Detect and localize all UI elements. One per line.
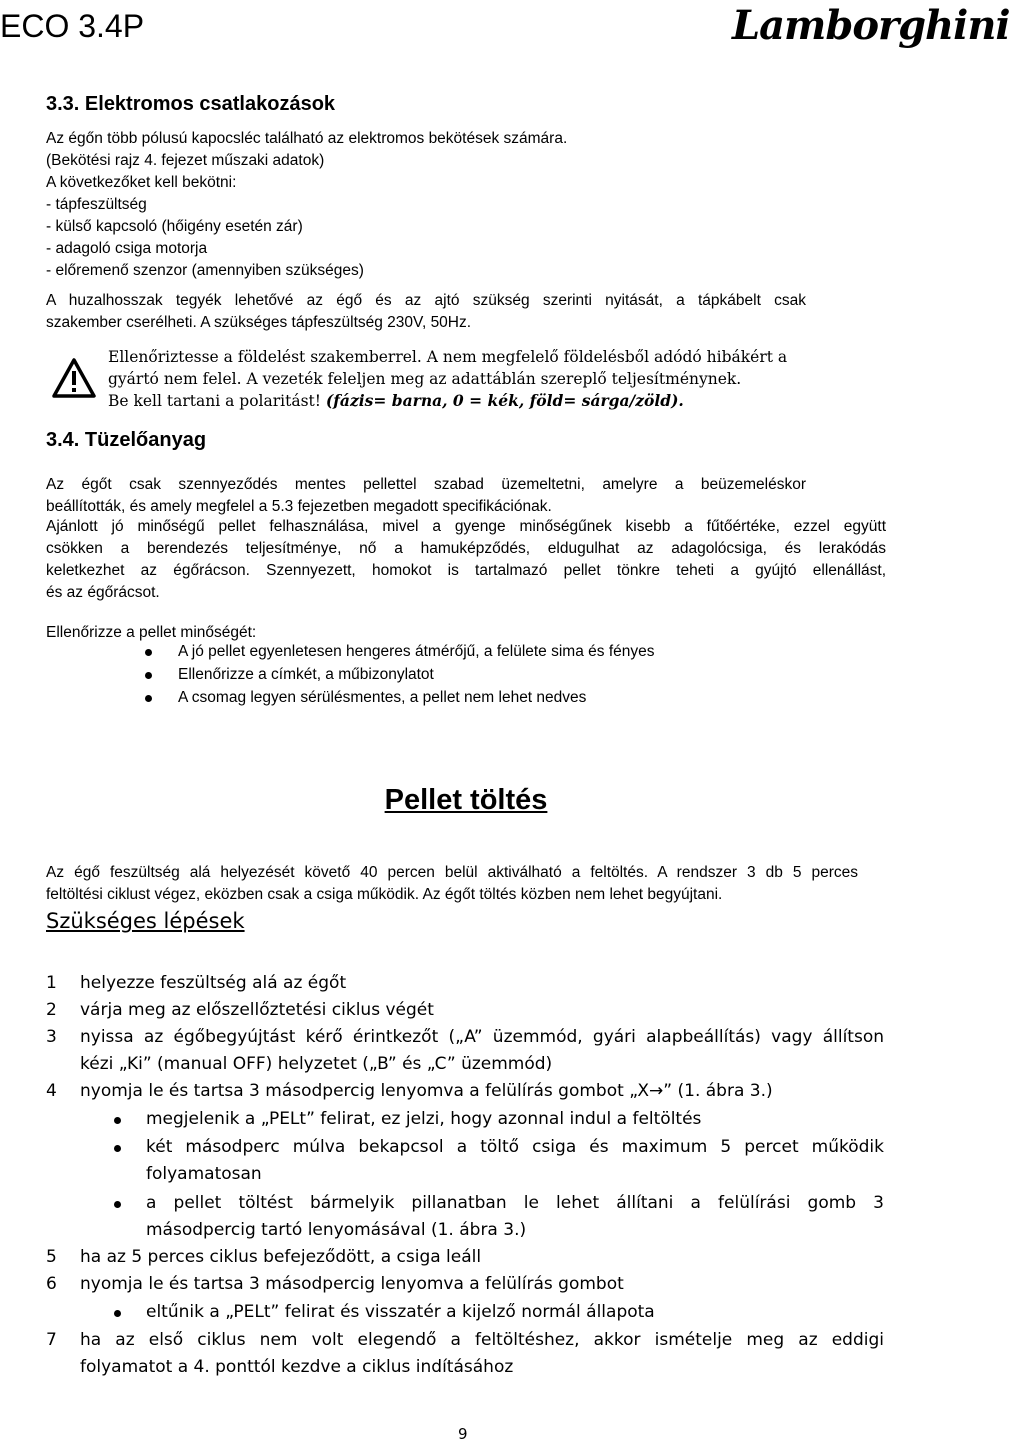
step-number: 7 xyxy=(46,1330,57,1350)
warning-triangle-icon xyxy=(52,358,96,398)
text-line: szakember cserélheti. A szükséges tápfeszültség 230V, 50Hz. xyxy=(46,314,472,331)
step-number: 3 xyxy=(46,1027,57,1047)
bullet-icon xyxy=(145,695,152,702)
step-text: ha az 5 perces ciklus befejeződött, a csiga leáll xyxy=(80,1247,482,1267)
step-number: 4 xyxy=(46,1081,57,1101)
text-line: keletkezhet az égőrácson. Szennyezett, homokot is tartalmazó pellet tönkre teheti a gyújtó ellenállást, xyxy=(46,562,886,579)
sub-step-text-continued: másodpercig tartó lenyomásával (1. ábra 3.) xyxy=(146,1220,527,1240)
bullet-icon xyxy=(145,649,152,656)
step-text-continued: kézi „Ki” (manual OFF) helyzetet („B” és „C” üzemmód) xyxy=(80,1054,553,1074)
section-3-4-paragraph-1 xyxy=(46,474,806,518)
step-text: nyomja le és tartsa 3 másodpercig lenyomva a felülírás gombot xyxy=(80,1274,624,1294)
document-model-title: ECO 3.4P xyxy=(0,8,145,44)
list-item: Ellenőrizze a címkét, a műbizonylatot xyxy=(178,666,434,683)
step-text: nyomja le és tartsa 3 másodpercig lenyomva a felülírás gombot „X→” (1. ábra 3.) xyxy=(80,1081,773,1101)
sub-step-text-continued: folyamatosan xyxy=(146,1164,262,1184)
sub-step-text: megjelenik a „PELt” felirat, ez jelzi, hogy azonnal indul a feltöltés xyxy=(146,1109,702,1129)
sub-step-text: két másodperc múlva bekapcsol a töltő csiga és maximum 5 percet működik xyxy=(146,1137,884,1157)
section-3-3-list xyxy=(46,128,567,282)
step-text-continued: folyamatot a 4. ponttól kezdve a ciklus indításához xyxy=(80,1357,514,1377)
text-line: beállították, és amely megfelel a 5.3 fejezetben megadott specifikációnak. xyxy=(46,498,552,515)
list-item: A jó pellet egyenletesen hengeres átmérőjű, a felülete sima és fényes xyxy=(178,643,655,660)
text-line: csökken a berendezés teljesítménye, nő a hamuképződés, eldugulhat az adagolócsiga, és lerakódás xyxy=(46,540,886,557)
bullet-icon xyxy=(145,672,152,679)
pellet-check-intro: Ellenőrizze a pellet minőségét: xyxy=(46,624,257,641)
bullet-icon xyxy=(114,1145,121,1152)
step-text: ha az első ciklus nem volt elegendő a feltöltéshez, akkor ismételje meg az eddigi xyxy=(80,1330,884,1350)
section-3-3-title: 3.3. Elektromos csatlakozások xyxy=(46,93,336,115)
pellet-intro xyxy=(46,862,858,906)
warning-line-3 xyxy=(108,390,888,412)
warning-color-code: (fázis= barna, 0 = kék, föld= sárga/zöld). xyxy=(325,391,684,410)
text-line: A következőket kell bekötni: xyxy=(46,174,237,191)
step-number: 6 xyxy=(46,1274,57,1294)
step-text: várja meg az előszellőztetési ciklus végét xyxy=(80,1000,434,1020)
sub-step-text: a pellet töltést bármelyik pillanatban le lehet állítani a felülírási gomb 3 xyxy=(146,1193,884,1213)
text-line: - külső kapcsoló (hőigény esetén zár) xyxy=(46,218,303,235)
text-line: Ajánlott jó minőségű pellet felhasználása, mivel a gyenge minőségűnek kisebb a fűtőértéke, ezzel együtt xyxy=(46,518,886,535)
section-3-4-title: 3.4. Tüzelőanyag xyxy=(46,429,207,451)
bullet-icon xyxy=(114,1310,121,1317)
warning-polarity: Be kell tartani a polaritást! xyxy=(108,392,321,410)
text-line: feltöltési ciklust végez, eközben csak a csiga működik. Az égőt töltés közben nem lehet begyújtani. xyxy=(46,886,723,903)
text-line: és az égőrácsot. xyxy=(46,584,160,601)
text-line: (Bekötési rajz 4. fejezet műszaki adatok) xyxy=(46,152,325,169)
pellet-filling-title: Pellet töltés xyxy=(384,784,548,816)
text-line: Az égőt csak szennyeződés mentes pellettel szabad üzemeltetni, amelyre a beüzemeléskor xyxy=(46,476,806,493)
step-number: 1 xyxy=(46,973,57,993)
text-line: - tápfeszültség xyxy=(46,196,147,213)
text-line: - adagoló csiga motorja xyxy=(46,240,208,257)
sub-step-text: eltűnik a „PELt” felirat és visszatér a kijelző normál állapota xyxy=(146,1302,655,1322)
step-number: 2 xyxy=(46,1000,57,1020)
steps-title: Szükséges lépések xyxy=(46,909,245,933)
text-line: Az égő feszültség alá helyezését követő 40 percen belül aktiválható a feltöltés. A rendszer 3 db 5 perces xyxy=(46,864,858,881)
brand-logo: Lamborghini xyxy=(732,2,1010,49)
text-line: - előremenő szenzor (amennyiben szükséges) xyxy=(46,262,364,279)
text-line: Az égőn több pólusú kapocsléc található az elektromos bekötések számára. xyxy=(46,130,568,147)
warning-text xyxy=(108,346,888,412)
warning-line: Ellenőriztesse a földelést szakemberrel. A nem megfelelő földelésből adódó hibákért a xyxy=(108,348,788,366)
step-text: nyissa az égőbegyújtást kérő érintkezőt („A” üzemmód, gyári alapbeállítás) vagy állítson xyxy=(80,1027,884,1047)
warning-line: gyártó nem felel. A vezeték feleljen meg az adattáblán szereplő teljesítménynek. xyxy=(108,370,742,388)
bullet-icon xyxy=(114,1201,121,1208)
section-3-3-paragraph xyxy=(46,290,806,334)
section-3-4-paragraph-2 xyxy=(46,516,886,604)
page-number: 9 xyxy=(458,1425,468,1443)
step-number: 5 xyxy=(46,1247,57,1267)
step-text: helyezze feszültség alá az égőt xyxy=(80,973,347,993)
list-item: A csomag legyen sérülésmentes, a pellet nem lehet nedves xyxy=(178,689,587,706)
bullet-icon xyxy=(114,1117,121,1124)
text-line: A huzalhosszak tegyék lehetővé az égő és az ajtó szükség szerinti nyitását, a tápkábelt csak xyxy=(46,292,806,309)
